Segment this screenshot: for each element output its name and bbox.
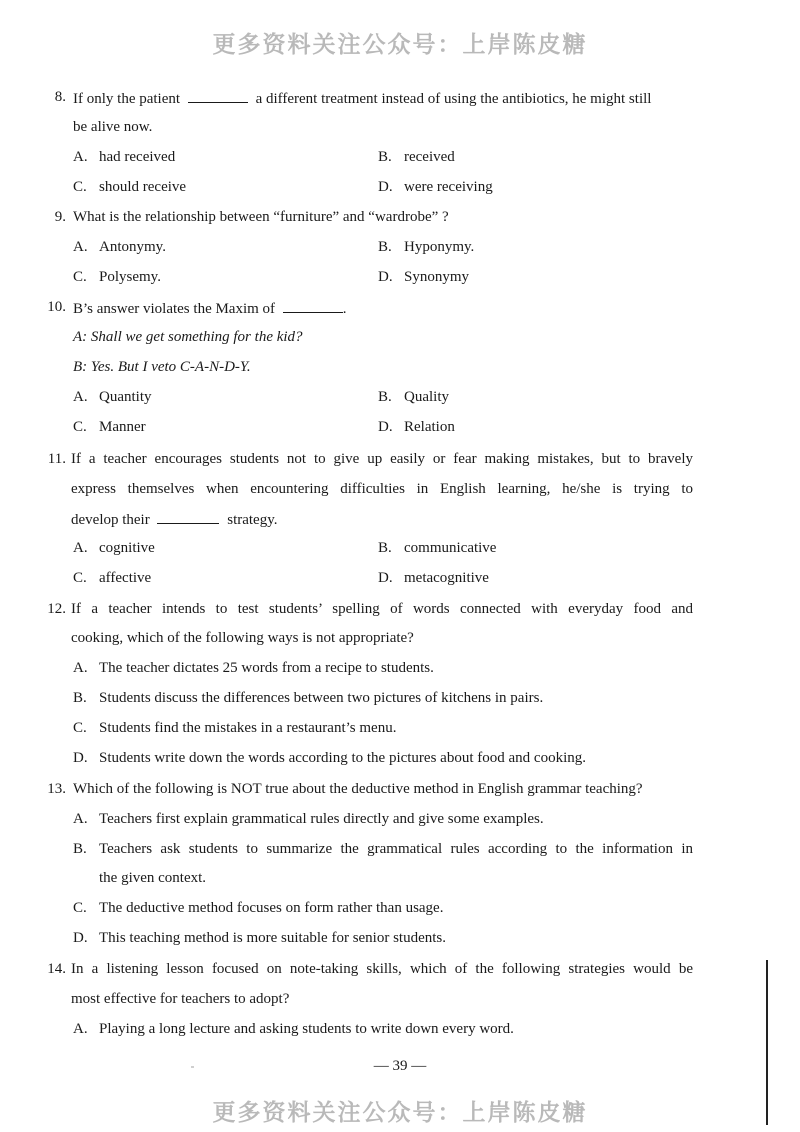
- option-c: C. Students find the mistakes in a restaurant’s menu.: [73, 720, 397, 736]
- option-b: B. received: [378, 149, 455, 165]
- option-a: A. The teacher dictates 25 words from a recipe to students.: [73, 660, 434, 676]
- question-9-stem: What is the relationship between “furniture” and “wardrobe” ?: [73, 209, 449, 225]
- question-12-stem-line2: cooking, which of the following ways is not appropriate?: [71, 630, 414, 646]
- answer-blank: [283, 298, 343, 313]
- option-d: D. Synonymy: [378, 269, 470, 285]
- question-8-stem-part1: If only the patient: [73, 91, 181, 107]
- question-14-stem-line1: In a listening lesson focused on note-taking skills, which of the following strategies would be: [71, 961, 693, 977]
- question-11-stem-line1: If a teacher encourages students not to give up easily or fear making mistakes, but to bravely: [71, 451, 693, 467]
- option-c: C. should receive: [73, 179, 187, 195]
- question-11-stem-line2: express themselves when encountering difficulties in English learning, he/she is trying to: [71, 481, 693, 497]
- option-d: D. metacognitive: [378, 570, 489, 586]
- question-14-stem-line2: most effective for teachers to adopt?: [71, 991, 290, 1007]
- answer-blank: [157, 509, 219, 524]
- dialog-line-b: B: Yes. But I veto C-A-N-D-Y.: [73, 359, 251, 375]
- scan-speck: [191, 1066, 194, 1068]
- watermark-top: 更多资料关注公众号：上岸陈皮糖: [212, 32, 588, 58]
- option-a: A. Teachers first explain grammatical rules directly and give some examples.: [73, 811, 544, 827]
- question-10-stem: B’s answer violates the Maxim of .: [73, 298, 347, 318]
- question-11-stem-line3: develop their strategy.: [71, 509, 278, 529]
- option-b-continued: the given context.: [99, 870, 207, 886]
- question-12-stem-line1: If a teacher intends to test students’ spelling of words connected with everyday food and: [71, 601, 693, 617]
- question-10-number: 10.: [47, 299, 66, 315]
- dialog-line-a: A: Shall we get something for the kid?: [73, 329, 303, 345]
- question-13-stem: Which of the following is NOT true about the deductive method in English grammar teaching?: [73, 781, 643, 797]
- option-c: C. Manner: [73, 419, 146, 435]
- question-14-number: 14.: [47, 961, 66, 977]
- option-b: B. Teachers ask students to summarize the grammatical rules according to the information in: [73, 841, 693, 857]
- option-a: A. had received: [73, 149, 176, 165]
- question-8-number: 8.: [54, 89, 66, 105]
- question-8-stem-part2: a different treatment instead of using the antibiotics, he might still: [255, 91, 652, 107]
- option-b: B. Students discuss the differences between two pictures of kitchens in pairs.: [73, 690, 544, 706]
- option-a: A. Antonymy.: [73, 239, 166, 255]
- question-9-number: 9.: [54, 209, 66, 225]
- option-c: C. The deductive method focuses on form rather than usage.: [73, 900, 444, 916]
- question-8-stem: [73, 88, 651, 108]
- option-a: A. cognitive: [73, 540, 155, 556]
- option-b: B. Quality: [378, 389, 449, 405]
- option-b: B. Hyponymy.: [378, 239, 475, 255]
- option-c: C. Polysemy.: [73, 269, 161, 285]
- option-d: D. Students write down the words according to the pictures about food and cooking.: [73, 750, 586, 766]
- question-13-number: 13.: [47, 781, 66, 797]
- page-number: — 39 —: [373, 1058, 427, 1074]
- question-11-number: 11.: [47, 451, 66, 467]
- option-d: D. Relation: [378, 419, 455, 435]
- option-d: D. were receiving: [378, 179, 493, 195]
- question-12-number: 12.: [47, 601, 66, 617]
- option-b: B. communicative: [378, 540, 497, 556]
- question-8-stem-continued: be alive now.: [73, 119, 153, 135]
- option-c: C. affective: [73, 570, 152, 586]
- option-d: D. This teaching method is more suitable for senior students.: [73, 930, 447, 946]
- option-a: A. Quantity: [73, 389, 152, 405]
- answer-blank: [188, 88, 248, 103]
- watermark-bottom: 更多资料关注公众号：上岸陈皮糖: [212, 1100, 588, 1126]
- option-a: A. Playing a long lecture and asking students to write down every word.: [73, 1021, 514, 1037]
